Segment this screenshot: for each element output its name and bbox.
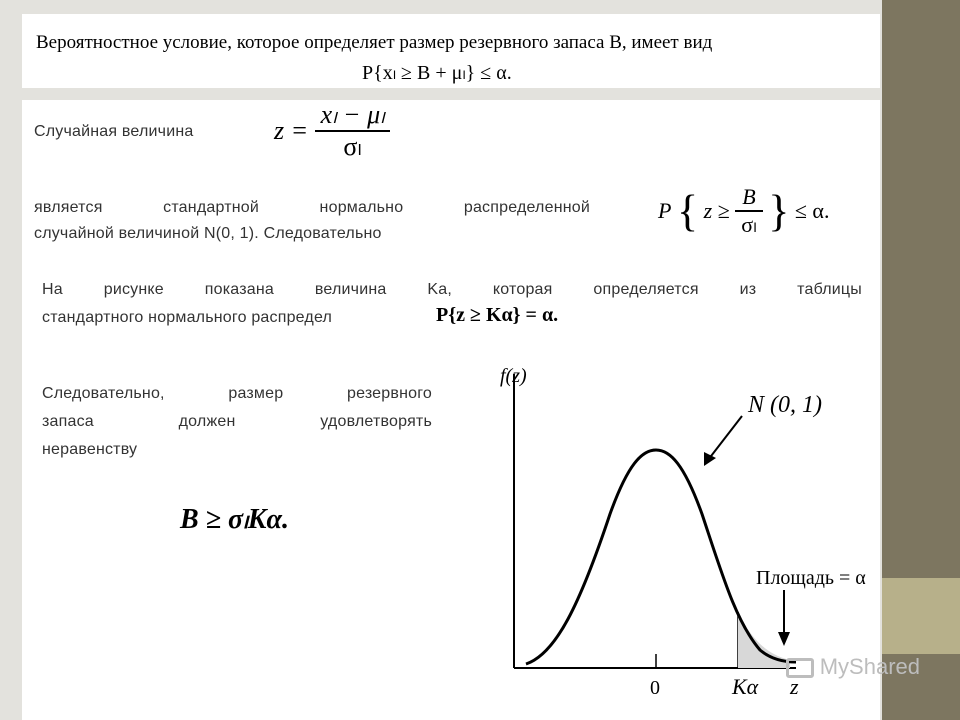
z-denominator: σₗ [343,132,362,161]
header-formula: P{xₗ ≥ B + μₗ} ≤ α. [362,62,512,84]
header-box [22,14,880,88]
area-label: Площадь = α [756,567,866,589]
probability-denominator: σₗ [741,212,757,237]
normal-curve [526,450,796,664]
z-fraction [315,100,391,162]
probability-fraction [735,184,763,238]
header-title: Вероятностное условие, которое определяет размер резервного запаса B, имеет вид [36,32,713,53]
slide-content [22,100,880,720]
zero-label: 0 [650,677,660,699]
close-brace: } [768,186,790,236]
probability-formula [658,184,829,238]
decorative-band-accent [882,578,960,654]
z-numerator: xₗ − μₗ [320,100,385,129]
z-formula [274,100,390,162]
therefore-text-line3: неравенству [42,441,138,458]
k-alpha-label: Kα [732,674,759,699]
probability-suffix: ≤ α. [794,198,830,223]
probability-numerator: B [742,184,756,209]
decorative-band [882,0,960,720]
watermark [786,654,920,680]
watermark-text: MyShared [819,654,920,679]
y-axis-label: f(z) [500,365,527,387]
z-formula-lhs: z = [274,116,309,145]
curve-label: N (0, 1) [748,392,822,418]
probability-z: z ≥ [703,198,730,223]
figure-text-line1: На рисунке показана величина Ka, которая определяется из таблицы [42,281,862,298]
curve-arrow-head [704,452,716,466]
standard-normal-text-line2: случайной величиной N(0, 1). Следовательно [34,225,382,242]
reserve-inequality: B ≥ σₗKα. [180,504,289,535]
normal-distribution-figure [460,354,880,704]
watermark-icon [786,658,814,678]
random-variable-text: Случайная величина [34,123,194,140]
z-axis-label: z [790,674,799,699]
open-brace: { [676,186,699,236]
therefore-text-line2: запаса должен удовлетворять [42,413,432,430]
ka-formula: P{z ≥ Kα} = α. [432,304,562,327]
probability-p: P [658,198,672,223]
curve-arrow-line [708,416,742,460]
figure-text-line2: стандартного нормального распредел [42,309,333,326]
standard-normal-text-line1: является стандартной нормально распределенной [34,199,590,216]
therefore-text-line1: Следовательно, размер резервного [42,385,432,402]
area-arrow-head [778,632,790,646]
